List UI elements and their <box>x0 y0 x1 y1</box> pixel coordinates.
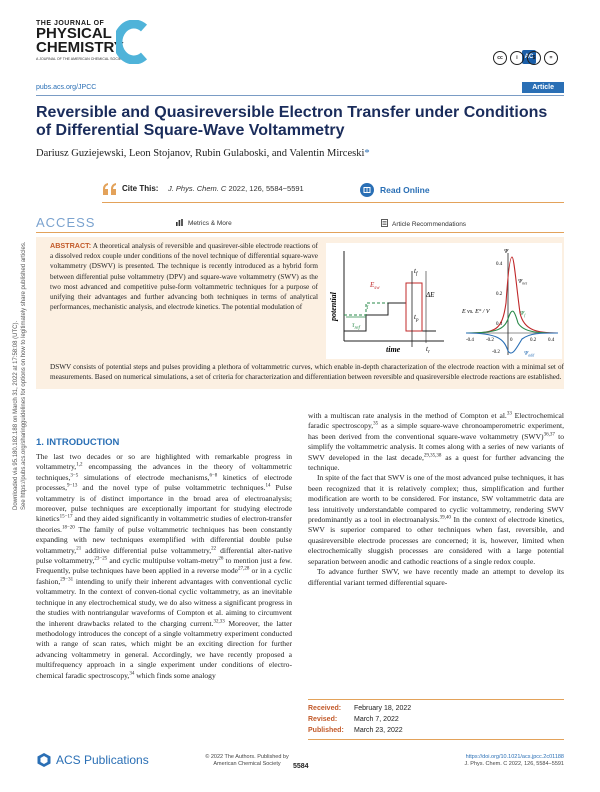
cite-label: Cite This: <box>122 184 159 193</box>
abstract-part1: A theoretical analysis of reversible and quasirever-sible electrode reactions of a dissolved redox couple under conditions of the novel technique of differential square-wave voltammetry (DSWV) is presented. The technique is recently introduced as a hybrid form between differential pulse voltammetry (DPV) and square-wave voltammetry (SWV) as the two most advanced and competitive pulse-form voltammetric techniques for a purpose of unifying their advantages and further advancing both techniques in terms of analytical performances, mechanistic analysis, and electrode kinetics. The potential modulation of <box>50 242 318 312</box>
toc-delta-e-label: ΔE <box>426 291 435 299</box>
date-value: March 23, 2022 <box>354 727 403 734</box>
toc-tp-label: $t_p$ <box>414 313 419 323</box>
intro-right-column <box>308 411 564 588</box>
doi-link[interactable]: https://doi.org/10.1021/acs.jpcc.2c01188 <box>465 754 564 760</box>
date-published <box>308 725 564 736</box>
toc-xtick-3: 0.2 <box>530 338 537 343</box>
toc-psi-add-label: $\Psi_{add}$ <box>524 351 535 358</box>
reference-citation[interactable]: 21 <box>76 546 82 552</box>
toc-psi-net-label: $\Psi_{net}$ <box>518 279 528 286</box>
date-received <box>308 703 564 714</box>
toc-time-label: time <box>386 345 401 354</box>
reference-citation[interactable]: 6−8 <box>209 473 218 479</box>
toc-tf-label: $t_f$ <box>414 267 418 277</box>
journal-c-letter-icon <box>116 20 148 64</box>
license-icons[interactable] <box>493 51 558 65</box>
journal-line-3: CHEMISTRY <box>36 39 124 56</box>
url-bar <box>36 82 564 94</box>
reference-citation[interactable]: 3−5 <box>70 473 79 479</box>
toc-xtick-4: 0.4 <box>548 338 555 343</box>
reference-citation[interactable]: 22 <box>211 546 217 552</box>
footer-citation: J. Phys. Chem. C 2022, 126, 5584−5591 <box>464 761 564 767</box>
journal-line-2: PHYSICAL <box>36 25 112 42</box>
cite-bar <box>102 181 562 199</box>
header-rule <box>36 95 564 96</box>
cite-journal: J. Phys. Chem. C <box>168 184 227 193</box>
reference-citation[interactable]: 14 <box>265 483 271 489</box>
date-label: Received: <box>308 705 342 712</box>
access-bar <box>36 215 564 229</box>
cc-icon: cc <box>493 51 507 65</box>
abstract-text-part2: DSWV consists of potential steps and pulses providing a plethora of voltammetric curves, which enable in-depth characterization of the electrode reaction with a minimal set of measurements. Based on numerical simulations, a set of criteria for characterization and differentiation between reversible and quasireversible electrode reactions are established. <box>50 363 564 382</box>
reference-citation[interactable]: 29,35,38 <box>423 453 442 459</box>
nc-icon: $ <box>527 51 541 65</box>
doi-block <box>464 754 564 768</box>
toc-esw-label: $E_{sw}$ <box>370 281 380 291</box>
recommendations-label: Article Recommendations <box>392 221 467 228</box>
corresponding-author-mark[interactable]: * <box>364 148 370 159</box>
toc-ytick-1: 0.2 <box>496 292 503 297</box>
reference-citation[interactable]: 18−20 <box>61 525 75 531</box>
toc-potential-label: potential <box>329 292 338 321</box>
watermark-line-2: See https://pubs.acs.org/sharingguidelines for options on how to legitimately share published articles. <box>21 241 27 510</box>
copyright-line-2: American Chemical Society <box>213 761 281 767</box>
access-rule <box>36 232 564 233</box>
cite-rule <box>102 202 564 203</box>
copyright-line-1: © 2022 The Authors. Published by <box>205 754 289 760</box>
intro-left-column <box>36 452 292 681</box>
bar-chart-icon <box>176 219 184 226</box>
article-dates <box>308 699 564 740</box>
article-title: Reversible and Quasireversible Electron Transfer under Conditions of Differential Square-Wave Voltammetry <box>36 104 548 139</box>
acs-authorchoice-icon[interactable]: AC <box>522 50 536 64</box>
publisher-name: ACS Publications <box>56 753 149 767</box>
journal-line-1: THE JOURNAL OF <box>36 20 105 27</box>
metrics-label: Metrics & More <box>188 220 232 227</box>
toc-tau-ref-label: $\tau_{ref}$ <box>352 321 360 331</box>
nd-icon: = <box>544 51 558 65</box>
reference-citation[interactable]: 33 <box>506 411 512 417</box>
download-watermark <box>2 230 32 510</box>
watermark-line-1: Downloaded via 95.180.182.188 on March 31, 2022 at 17:58:08 (UTC). <box>13 320 19 510</box>
paragraph: In spite of the fact that SWV is one of the most advanced pulse techniques, it has been recognized that it is relatively complex; thus, simplification and further modification are worth to be considered. For instance, SW voltammetric data are less intuitively understandable compared to cyclic voltammetry, rendering SWV predominantly as a tool in electroanalysis.$^{39,40}$ In the context of electrode kinetics, SWV is superior compared to other techniques when fast, reversible, and quasireversible electrode processes are concerned; it is, however, limited when electrochemically sluggish processes are considered with a large potential separation between anodic and cathodic reactions of a single redox couple. <box>308 473 565 566</box>
date-label: Published: <box>308 727 344 734</box>
date-revised <box>308 714 564 725</box>
recommendations-link[interactable] <box>381 219 466 228</box>
paragraph: with a multiscan rate analysis in the method of Compton et al.$^{33}$ Electrochemical faradic spectroscopy,$^{35}$ as a simple square-wave chronoamperometric experiment, has been derived from the conventional square-wave voltammetry (SWV)$^{36,37}$ to simplify the voltammetric analysis. It comes along with a series of new variants of SWV developed in the last decade,$^{29,35,38}$ as a quest for further advancing the technique. <box>308 411 565 473</box>
page-number: 5584 <box>293 763 309 770</box>
toc-xtick-0: -0.4 <box>466 338 474 343</box>
abstract-text-part1 <box>50 241 318 312</box>
toc-xtick-2: 0 <box>510 338 513 343</box>
journal-url[interactable]: pubs.acs.org/JPCC <box>36 84 97 91</box>
author-list <box>36 148 370 159</box>
toc-xlabel: E vs. E° / V <box>462 309 490 315</box>
abstract-box <box>36 237 564 389</box>
reference-citation[interactable]: 9−13 <box>67 483 78 489</box>
cite-reference[interactable] <box>168 184 304 193</box>
reference-citation[interactable]: 23−25 <box>94 556 108 562</box>
acs-hexagon-icon <box>36 752 52 768</box>
reference-citation[interactable]: 39,40 <box>439 515 451 521</box>
toc-xtick-1: -0.2 <box>486 338 494 343</box>
reference-citation[interactable]: 15−17 <box>59 514 73 520</box>
abstract-label: ABSTRACT: <box>50 241 92 250</box>
toc-psi-label: Ψ <box>504 249 509 255</box>
reference-citation[interactable]: 26 <box>218 556 224 562</box>
acs-publications-logo[interactable] <box>36 752 149 768</box>
read-online-label: Read Online <box>380 185 430 195</box>
date-label: Revised: <box>308 716 338 723</box>
date-value: March 7, 2022 <box>354 716 399 723</box>
reference-citation[interactable]: 1,2 <box>76 462 83 468</box>
journal-tagline: A JOURNAL OF THE AMERICAN CHEMICAL SOCIETY <box>36 57 126 61</box>
cite-ref: 2022, 126, 5584−5591 <box>226 184 304 193</box>
by-icon: i <box>510 51 524 65</box>
date-value: February 18, 2022 <box>354 705 412 712</box>
document-icon <box>381 219 388 227</box>
reference-citation[interactable]: 35 <box>373 421 379 427</box>
paragraph: To advance further SWV, we have recently made an attempt to develop its differential variant termed differential square- <box>308 567 564 587</box>
paragraph: The last two decades or so are highlighted with remarkable progress in voltammetry,$^{1,2}$ encompassing the advances in the theory of voltammetric techniques,$^{3-5}$ simulations of electrode mechanisms,$^{6-8}$ kinetics of electrode processes,$^{9-13}$ and the novel type of pulse voltammetric techniques.$^{14}$ Pulse voltammetry is of distinct importance in the broad area of electroanalysis; moreover, pulse techniques are exceptionally important for studying electrode kinetics$^{15-17}$ and they aided significantly in voltammetric studies of electron-transfer theories.$^{18-20}$ The family of pulse voltammetric techniques has been constantly expanding with new techniques exemplified with differential double pulse voltammetry,$^{21}$ additive differential pulse voltammetry,$^{22}$ differential alter-native pulse voltammetry,$^{23-25}$ and cyclic multipulse voltam-metry$^{26}$ to mention just a few. Frequently, pulse techniques have been applied in a reverse mode$^{27,28}$ or in a cyclic fashion,$^{29-31}$ intending to unify their inherent advantages with conventional cyclic voltammetry. In the context of conven-tional cyclic voltammetry, as an inevitable technique in any electrochemical study, we do also witness a significant progress in the studies with nontriangular waveforms of Compton et al. aiming to circumvent the inherent drawbacks related to the charging current.$^{32,33}$ Moreover, the latter methodology introduces the concept of a single voltammetry experiment conducted with a range of scan rates, which might be an exciting direction for further advancing voltammetry in general. Accordingly, we have recently proposed a multifrequency approach in a single experiment under conditions of electro-chemical faradic spectroscopy,$^{34}$ which finds some analogy <box>36 452 293 680</box>
reference-citation[interactable]: 27,28 <box>238 566 250 572</box>
toc-ytick-0: 0.4 <box>496 262 503 267</box>
quote-icon <box>102 182 118 196</box>
toc-tr-label: $t_r$ <box>426 345 430 355</box>
section-heading: 1. INTRODUCTION <box>36 437 120 448</box>
toc-ytick-2: 0.0 <box>496 322 503 327</box>
read-online-icon <box>360 183 374 197</box>
authors-text: Dariusz Guziejewski, Leon Stojanov, Rubin Gulaboski, and Valentin Mirceski <box>36 148 365 159</box>
toc-ytick-3: -0.2 <box>492 350 500 355</box>
toc-psi-f-label: $\Psi_f$ <box>520 311 526 318</box>
reference-citation[interactable]: 34 <box>129 671 135 676</box>
access-label: ACCESS <box>36 215 96 230</box>
article-type-badge: Article <box>522 82 564 93</box>
reference-citation[interactable]: 29−31 <box>60 577 74 583</box>
metrics-link[interactable] <box>176 219 232 227</box>
reference-citation[interactable]: 32,33 <box>213 618 225 624</box>
reference-citation[interactable]: 36,37 <box>543 432 555 438</box>
toc-graphic <box>326 243 562 359</box>
toc-tau-label: τ <box>366 303 369 311</box>
read-online-button[interactable] <box>360 181 430 199</box>
